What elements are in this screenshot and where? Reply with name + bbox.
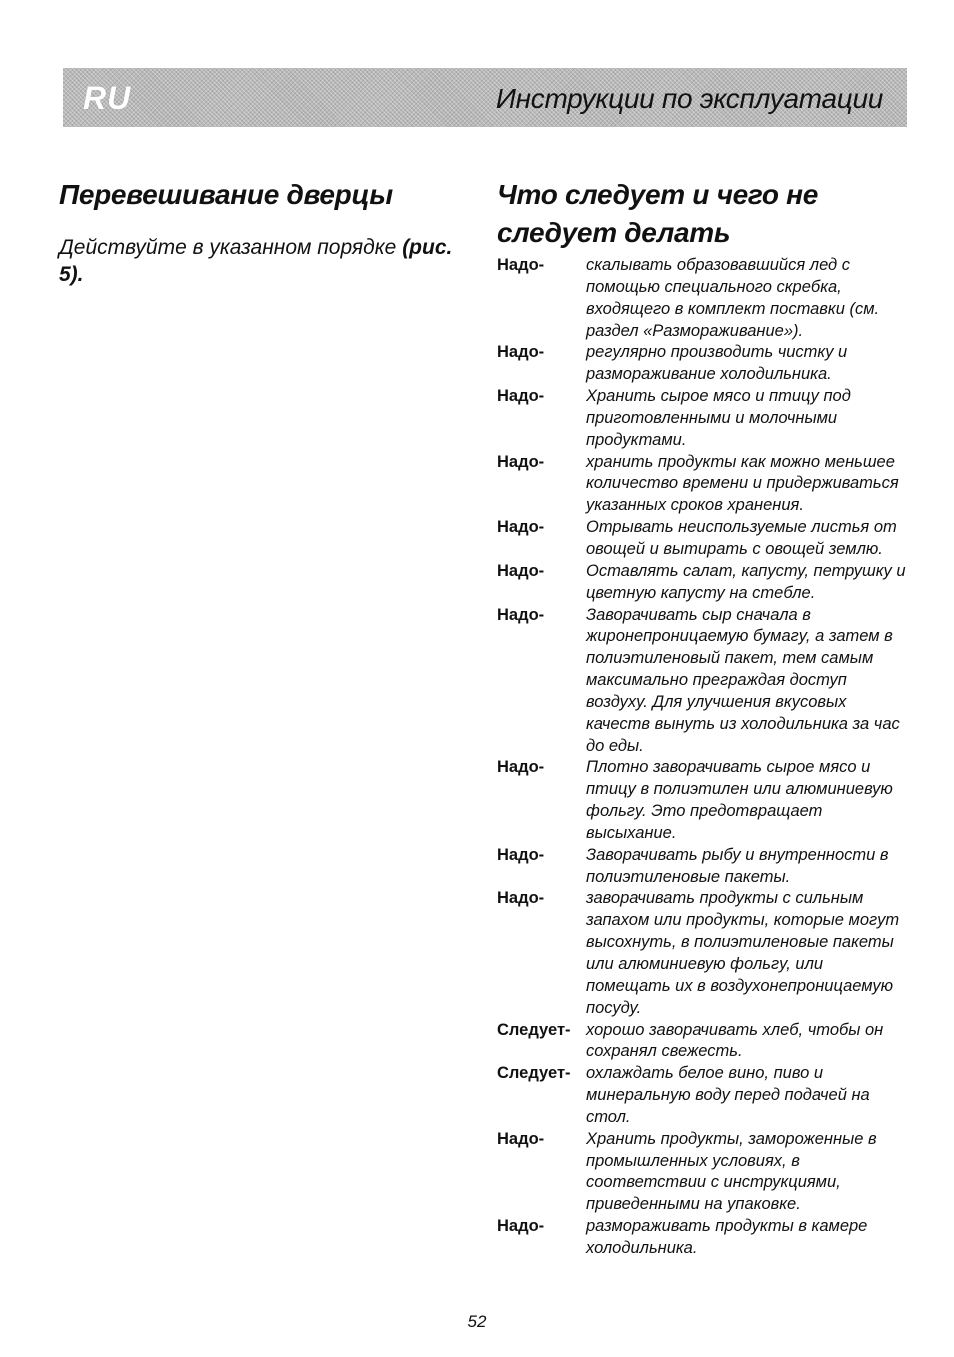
advice-text: хорошо заворачивать хлеб, чтобы он сохранял свежесть. bbox=[586, 1020, 884, 1061]
advice-label: Надо- bbox=[497, 387, 545, 406]
advice-label: Следует- bbox=[497, 1020, 571, 1039]
right-column bbox=[497, 176, 909, 1260]
advice-text: заворачивать продукты с сильным запахом или продукты, которые могут высохнуть, в полиэтиленовые пакеты или алюминиевую фольгу, или помещать их в воздухонепроницаемую посуду. bbox=[586, 889, 900, 1017]
advice-text: охлаждать белое вино, пиво и минеральную воду перед подачей на стол. bbox=[586, 1064, 870, 1126]
advice-label: Надо- bbox=[497, 845, 545, 864]
advice-item bbox=[497, 888, 909, 1019]
advice-item bbox=[497, 757, 909, 844]
advice-text: Хранить продукты, замороженные в промышленных условиях, в соответствии с инструкциями, приведенными на упаковке. bbox=[586, 1129, 877, 1214]
advice-item bbox=[497, 845, 909, 889]
advice-text: хранить продукты как можно меньшее количество времени и придерживаться указанных сроков хранения. bbox=[586, 452, 899, 515]
advice-label: Надо- bbox=[497, 1217, 545, 1236]
advice-item bbox=[497, 452, 909, 518]
advice-label: Надо- bbox=[497, 1129, 545, 1148]
advice-text: Заворачивать сыр сначала в жиронепроницаемую бумагу, а затем в полиэтиленовый пакет, тем самым максимально преграждая доступ воздуху. Для улучшения вкусовых качеств вынуть из холодильника за час до еды. bbox=[586, 605, 900, 755]
left-column bbox=[59, 176, 474, 288]
advice-label: Надо- bbox=[497, 561, 545, 580]
advice-text: Плотно заворачивать сырое мясо и птицу в полиэтилен или алюминиевую фольгу. Это предотвращает высыхание. bbox=[586, 758, 893, 842]
advice-label: Надо- bbox=[497, 256, 545, 274]
advice-item bbox=[497, 605, 909, 758]
advice-text: регулярно производить чистку и размораживание холодильника. bbox=[586, 343, 848, 384]
advice-item bbox=[497, 1216, 909, 1260]
advice-label: Надо- bbox=[497, 889, 545, 908]
advice-label: Надо- bbox=[497, 343, 545, 362]
page-header-band bbox=[63, 68, 907, 127]
advice-item bbox=[497, 1129, 909, 1216]
door-instruction-text: Действуйте в указанном порядке bbox=[59, 236, 403, 259]
advice-item bbox=[497, 255, 909, 342]
advice-item bbox=[497, 386, 909, 452]
advice-text: Отрывать неиспользуемые листья от овощей и вытирать с овощей землю. bbox=[586, 518, 897, 558]
advice-label: Надо- bbox=[497, 518, 545, 537]
advice-label: Надо- bbox=[497, 452, 545, 471]
advice-item bbox=[497, 561, 909, 605]
section-heading-dos-donts: Что следует и чего не следует делать bbox=[497, 179, 818, 248]
advice-label: Надо- bbox=[497, 758, 545, 777]
advice-text: Оставлять салат, капусту, петрушку и цветную капусту на стебле. bbox=[586, 561, 906, 602]
advice-text: скалывать образовавшийся лед с помощью специального скребка, входящего в комплект поставки (см. раздел «Размораживание»). bbox=[586, 256, 880, 340]
language-code: RU bbox=[83, 80, 132, 116]
page-number: 52 bbox=[467, 1312, 487, 1331]
manual-title: Инструкции по эксплуатации bbox=[495, 83, 883, 114]
advice-label: Надо- bbox=[497, 605, 545, 624]
advice-item bbox=[497, 342, 909, 386]
section-heading-door: Перевешивание дверцы bbox=[59, 179, 393, 210]
advice-list bbox=[497, 255, 909, 1260]
advice-item bbox=[497, 517, 909, 561]
advice-label: Следует- bbox=[497, 1064, 571, 1083]
advice-text: размораживать продукты в камере холодильника. bbox=[586, 1217, 868, 1257]
figure-reference: (рис. 5). bbox=[59, 236, 453, 286]
advice-text: Хранить сырое мясо и птицу под приготовленными и молочными продуктами. bbox=[586, 387, 851, 449]
advice-item bbox=[497, 1020, 909, 1064]
door-instruction bbox=[59, 234, 474, 288]
advice-item bbox=[497, 1063, 909, 1129]
advice-text: Заворачивать рыбу и внутренности в полиэтиленовые пакеты. bbox=[586, 845, 889, 886]
